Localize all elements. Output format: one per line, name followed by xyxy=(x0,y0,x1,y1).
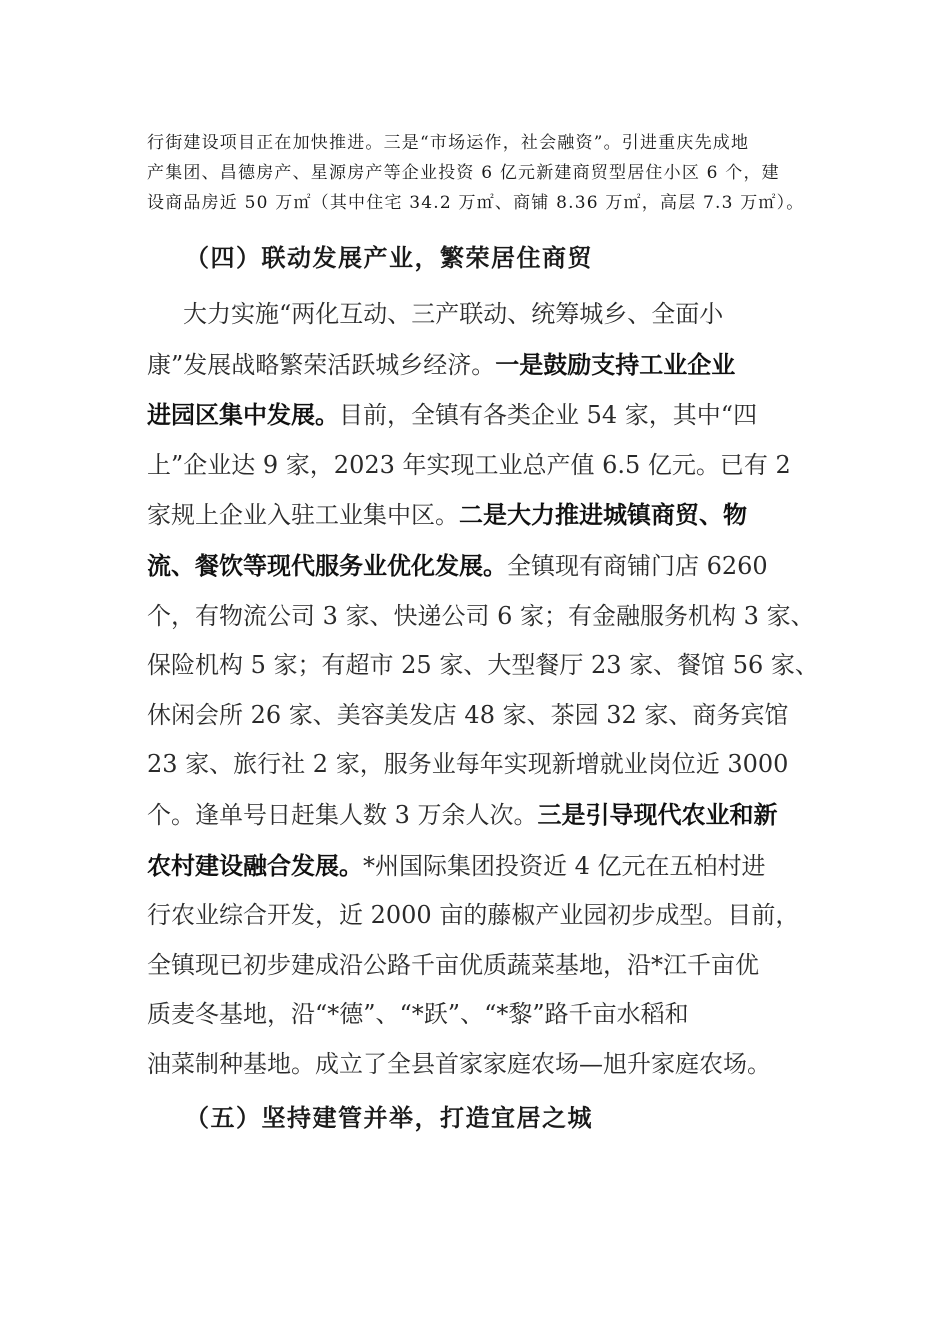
body-line-12 xyxy=(147,841,827,892)
top-line-1: 行街建设项目正在加快推进。三是“市场运作，社会融资”。引进重庆先成地 xyxy=(147,133,750,153)
body-text: 油菜制种基地。成立了全县首家家庭农场—旭升家庭农场。 xyxy=(147,1049,771,1078)
body-text: 全镇现已初步建成沿公路千亩优质蔬菜基地，沿*江千亩优 xyxy=(147,950,759,979)
body-text: 家规上企业入驻工业集中区。 xyxy=(147,501,459,530)
body-text: 休闲会所 26 家、美容美发店 48 家、茶园 32 家、商务宾馆 xyxy=(147,700,789,729)
body-text: 上”企业达 9 家，2023 年实现工业总产值 6.5 亿元。已有 2 xyxy=(147,450,791,479)
body-text: 23 家、旅行社 2 家，服务业每年实现新增就业岗位近 3000 xyxy=(147,750,789,779)
body-line-1 xyxy=(147,290,827,340)
top-paragraph xyxy=(147,128,812,218)
body-line-13 xyxy=(147,891,827,941)
body-bold-text: 三是引导现代农业和新 xyxy=(537,799,778,829)
body-text: 全镇现有商铺门店 6260 xyxy=(507,551,768,580)
top-line-3: 设商品房近 50 万㎡（其中住宅 34.2 万㎡、商铺 8.36 万㎡，高层 7.3 万㎡）。 xyxy=(147,193,805,213)
body-text: 质麦冬基地，沿“*德”、“*跃”、“*黎”路千亩水稻和 xyxy=(147,1000,689,1029)
body-line-5 xyxy=(147,490,827,541)
body-bold-text: 进园区集中发展。 xyxy=(147,400,339,430)
body-text: 个，有物流公司 3 家、快递公司 6 家；有金融服务机构 3 家、 xyxy=(147,601,815,630)
section-4-heading: （四）联动发展产业，繁荣居住商贸 xyxy=(185,243,593,272)
body-line-11 xyxy=(147,790,827,841)
body-text: 大力实施“两化互动、三产联动、统筹城乡、全面小 xyxy=(183,300,724,328)
body-text: *州国际集团投资近 4 亿元在五柏村进 xyxy=(363,851,766,880)
body-line-10 xyxy=(147,740,827,790)
section-5-heading: （五）坚持建管并举，打造宜居之城 xyxy=(185,1103,593,1132)
body-text: 目前，全镇有各类企业 54 家，其中“四 xyxy=(339,401,758,430)
body-text: 个。逢单号日赶集人数 3 万余人次。 xyxy=(147,800,538,829)
body-line-6 xyxy=(147,541,827,592)
body-bold-text: 一是鼓励支持工业企业 xyxy=(495,349,736,379)
body-line-3 xyxy=(147,390,827,441)
body-line-4 xyxy=(147,441,827,491)
body-bold-text: 农村建设融合发展。 xyxy=(147,850,363,880)
section-4-body xyxy=(147,290,827,1090)
body-line-8 xyxy=(147,641,827,691)
body-line-15 xyxy=(147,990,827,1040)
body-text: 行农业综合开发，近 2000 亩的藤椒产业园初步成型。目前， xyxy=(147,901,800,930)
body-line-9 xyxy=(147,691,827,741)
body-line-14 xyxy=(147,941,827,991)
body-line-2 xyxy=(147,340,827,391)
body-text: 保险机构 5 家；有超市 25 家、大型餐厅 23 家、餐馆 56 家、 xyxy=(147,651,819,680)
body-line-7 xyxy=(147,592,827,642)
top-line-2: 产集团、昌德房产、星源房产等企业投资 6 亿元新建商贸型居住小区 6 个，建 xyxy=(147,163,780,183)
body-text: 康”发展战略繁荣活跃城乡经济。 xyxy=(147,350,496,379)
body-line-16 xyxy=(147,1040,827,1090)
body-bold-text: 二是大力推进城镇商贸、物 xyxy=(459,500,747,530)
body-bold-text: 流、餐饮等现代服务业优化发展。 xyxy=(147,550,507,580)
